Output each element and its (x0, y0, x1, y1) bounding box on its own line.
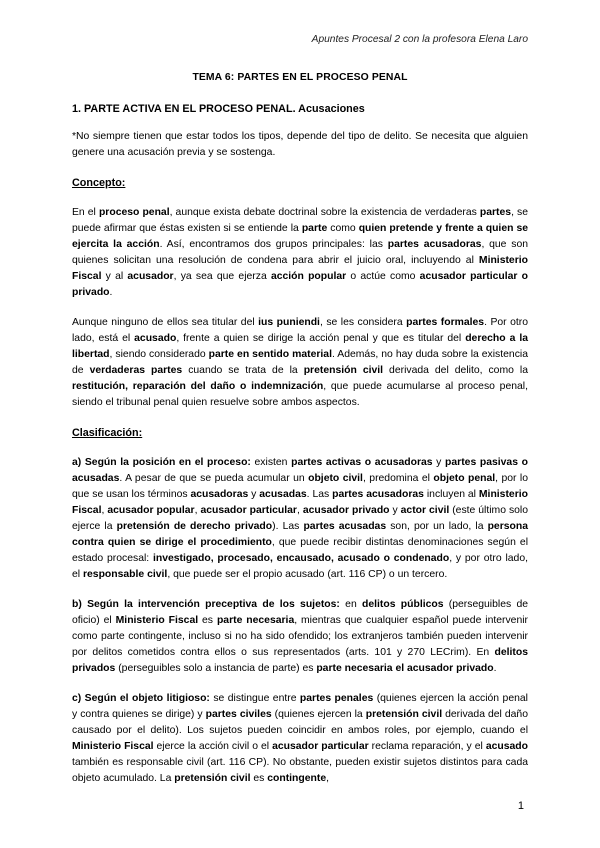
note-paragraph: *No siempre tienen que estar todos los tipos, depende del tipo de delito. Se necesita que alguien genere una acusación previa y se sostenga. (72, 131, 528, 158)
text-run: en (339, 599, 363, 610)
running-header: Apuntes Procesal 2 con la profesora Elena Laro (311, 34, 528, 45)
bold-run: ius puniendi (258, 317, 320, 328)
bold-run: delitos públicos (362, 599, 444, 610)
text-run: incluyen al (423, 489, 479, 500)
text-run: y (389, 505, 401, 516)
text-run: , que puede ser el propio acusado (art. 116 CP) o un tercero. (167, 569, 448, 580)
text-run: , que son quienes solicitan una resolución de condena para abrir el juicio oral, incluyendo al (72, 239, 529, 266)
text-run: derivada del delito, como la (383, 365, 528, 376)
bold-run: objeto penal (433, 473, 496, 484)
document-body (72, 70, 528, 801)
text-run: , por lo que se usan los términos (72, 473, 529, 500)
text-run: En el (72, 207, 99, 218)
bold-run: Ministerio Fiscal (115, 615, 199, 626)
text-run: (perseguibles solo a instancia de parte) es (115, 663, 317, 674)
bold-run: pretensión civil (365, 709, 443, 720)
bold-run: acusador particular o privado (72, 271, 529, 298)
text-run: . Por otro lado, está el (72, 317, 529, 344)
bold-run: acusador particular (272, 741, 369, 752)
text-run: (quienes ejercen la (271, 709, 366, 720)
text-run: , que puede recibir distintas denominaciones según el estado procesal: (72, 537, 529, 564)
bold-run: a) Según la posición en el proceso: (72, 457, 251, 468)
section-heading: 1. PARTE ACTIVA EN EL PROCESO PENAL. Acusaciones (72, 103, 365, 115)
text-run: , ya sea que ejerza (173, 271, 271, 282)
text-run: es (198, 615, 217, 626)
bold-run: partes acusadas (303, 521, 387, 532)
text-run: . A pesar de que se pueda acumular un (119, 473, 309, 484)
text-run: (quienes ejercen la acción penal y contra quienes se dirige) y (72, 693, 528, 720)
text-run: . Además, no hay duda sobre la existencia de (72, 349, 528, 376)
text-run: , (194, 505, 201, 516)
text-run: . Así, encontramos dos grupos principales: las (159, 239, 388, 250)
clasificacion-paragraph-c (72, 691, 528, 787)
bold-run: pretensión civil (303, 365, 384, 376)
text-run: . (493, 663, 497, 674)
bold-run: parte (301, 223, 328, 234)
bold-run: derecho a la libertad (72, 333, 528, 360)
bold-run: Ministerio Fiscal (72, 489, 528, 516)
text-run: como (327, 223, 359, 234)
text-run: . Las (306, 489, 333, 500)
text-run: , se les considera (319, 317, 407, 328)
concepto-paragraph-1 (72, 205, 528, 301)
bold-run: acusador privado (302, 505, 390, 516)
page-number: 1 (517, 800, 524, 812)
bold-run: objeto civil (308, 473, 363, 484)
bold-run: delitos privados (72, 647, 528, 674)
concepto-paragraph-2 (72, 315, 528, 411)
bold-run: c) Según el objeto litigioso: (72, 693, 210, 704)
bold-run: persona contra quien se dirige el procedimiento (72, 521, 528, 548)
text-run: y (248, 489, 260, 500)
text-run: , aunque exista debate doctrinal sobre la existencia de verdaderas (169, 207, 480, 218)
text-run: Aunque ninguno de ellos sea titular del (72, 317, 259, 328)
bold-run: responsable civil (82, 569, 168, 580)
text-run: y (432, 457, 446, 468)
text-run: o actúe como (346, 271, 420, 282)
bold-run: acusador particular (200, 505, 297, 516)
text-run: también es responsable civil (art. 116 CP). No obstante, pueden existir sujetos distintos para cada objeto acumulado. La (72, 757, 528, 784)
bold-run: partes formales (406, 317, 485, 328)
text-run: , frente a quien se dirige la acción penal y que es titular del (176, 333, 466, 344)
text-run: y al (101, 271, 128, 282)
text-run: , y por otro lado, el (72, 553, 528, 580)
clasificacion-paragraph-a (72, 455, 528, 583)
bold-run: contingente (267, 773, 327, 784)
bold-run: partes acusadoras (332, 489, 424, 500)
bold-run: restitución, reparación del daño o indemnización (72, 381, 324, 392)
text-run: ). Las (272, 521, 304, 532)
bold-run: parte necesaria el acusador privado (316, 663, 494, 674)
text-run: son, por un lado, la (386, 521, 488, 532)
bold-run: partes acusadoras (387, 239, 482, 250)
text-run: derivada del daño causado por el delito). Los sujetos pueden coincidir en ambos roles, por ejemplo, cuando el (72, 709, 528, 736)
text-run: , se puede afirmar que éstas existen si se entiende la (72, 207, 529, 234)
bold-run: quien pretende y frente a quien se ejercita la acción (72, 223, 529, 250)
concepto-heading: Concepto: (72, 177, 126, 189)
bold-run: acusado (134, 333, 177, 344)
bold-run: partes penales (299, 693, 374, 704)
text-run: , que puede acumularse al proceso penal, siendo el tribunal penal quien resuelve sobre ambos aspectos. (72, 381, 528, 408)
bold-run: acusadoras (190, 489, 249, 500)
text-run: es (250, 773, 268, 784)
text-run: , (326, 773, 330, 784)
text-run: , (296, 505, 303, 516)
bold-run: pretensión civil (174, 773, 251, 784)
text-run: reclama reparación, y el (368, 741, 486, 752)
bold-run: parte necesaria (216, 615, 295, 626)
bold-run: Ministerio Fiscal (72, 255, 528, 282)
bold-run: parte en sentido material (208, 349, 332, 360)
bold-run: proceso penal (98, 207, 170, 218)
text-run: (perseguibles de oficio) el (72, 599, 529, 626)
bold-run: partes pasivas o acusadas (72, 457, 528, 484)
bold-run: partes civiles (205, 709, 272, 720)
bold-run: acusado (485, 741, 528, 752)
text-run: , siendo considerado (109, 349, 209, 360)
bold-run: partes activas o acusadoras (291, 457, 433, 468)
text-run: , mientras que cualquier español puede intervenir como parte contingente, incluso si no ha sido ofendido; los extranjeros también pueden intervenir por delitos cometidos contra ellos o sus representados (arts. 101 y 270 LECrim). En (72, 615, 529, 658)
bold-run: b) Según la intervención preceptiva de los sujetos: (72, 599, 340, 610)
bold-run: acusador popular (107, 505, 195, 516)
text-run: (este último solo ejerce la (72, 505, 529, 532)
clasificacion-paragraph-b (72, 597, 528, 677)
text-run: ejerce la acción civil o el (153, 741, 273, 752)
bold-run: actor civil (400, 505, 450, 516)
bold-run: acción popular (270, 271, 347, 282)
bold-run: acusadas (259, 489, 307, 500)
text-run: . (109, 287, 113, 298)
bold-run: verdaderas partes (89, 365, 183, 376)
text-run: , predomina el (362, 473, 434, 484)
text-run: cuando se trata de la (182, 365, 304, 376)
bold-run: acusador (127, 271, 174, 282)
bold-run: pretensión de derecho privado (116, 521, 273, 532)
bold-run: Ministerio Fiscal (72, 741, 154, 752)
clasificacion-heading: Clasificación: (72, 427, 143, 439)
text-run: existen (250, 457, 292, 468)
text-run: , (101, 505, 108, 516)
page-title: TEMA 6: PARTES EN EL PROCESO PENAL (192, 72, 408, 83)
bold-run: investigado, procesado, encausado, acusado o condenado (152, 553, 450, 564)
text-run: se distingue entre (209, 693, 300, 704)
bold-run: partes (479, 207, 512, 218)
